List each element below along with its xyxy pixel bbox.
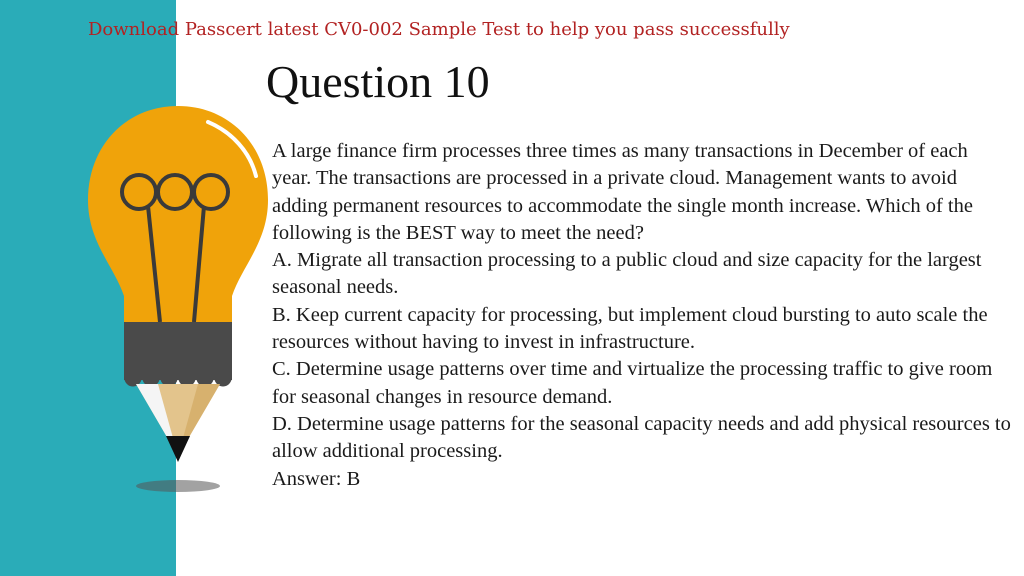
answer-text: Answer: B [272, 467, 361, 490]
question-text: A large finance firm processes three times as many transactions in December of each year. The transactions are processed in a private cloud. Management wants to avoid adding permanent resources to accommodate the single month increase. Which of the following is the BEST way to meet the need? [272, 140, 973, 244]
option-a: A. Migrate all transaction processing to a public cloud and size capacity for the largest seasonal needs. [272, 249, 982, 299]
option-c: C. Determine usage patterns over time and virtualize the processing traffic to give room for seasonal changes in resource demand. [272, 358, 993, 408]
option-d: D. Determine usage patterns for the seasonal capacity needs and add physical resources to allow additional processing. [272, 412, 1011, 463]
option-b: B. Keep current capacity for processing, but implement cloud bursting to auto scale the resources without having to invest in infrastructure. [272, 303, 988, 354]
question-title: Question 10 [266, 56, 490, 107]
question-body [272, 138, 1012, 493]
banner-text: Download Passcert latest CV0-002 Sample Test to help you pass successfully [88, 19, 790, 40]
lightbulb-pencil-icon [60, 100, 300, 500]
